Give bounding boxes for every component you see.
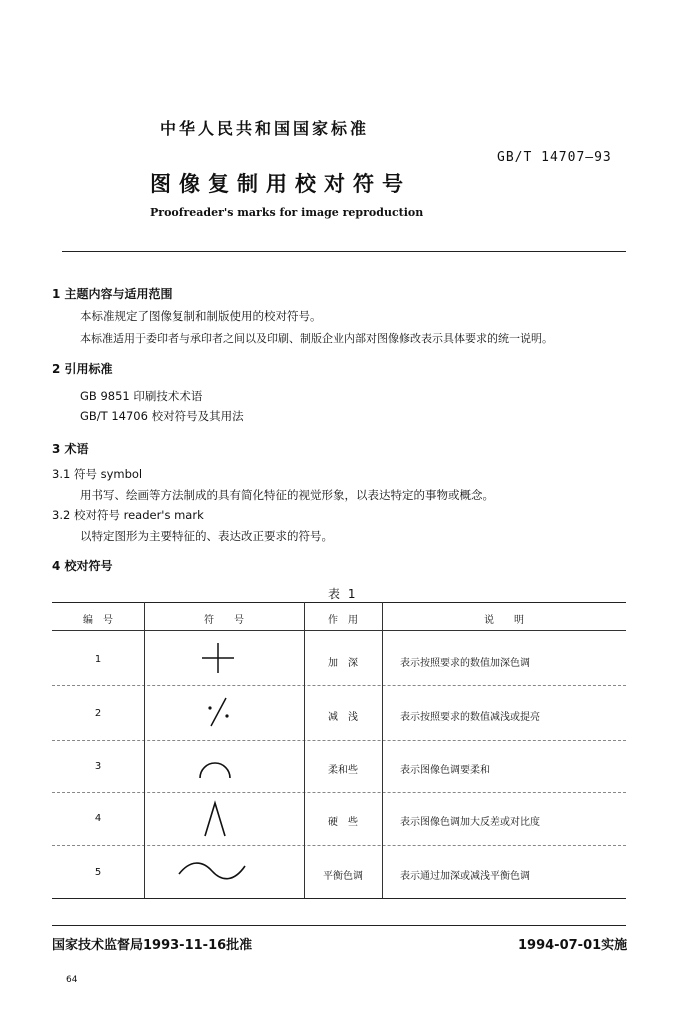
table-row-function: 硬 些 xyxy=(328,817,358,828)
term-3-1-definition: 用书写、绘画等方法制成的具有简化特征的视觉形象，以表达特定的事物或概念。 xyxy=(80,488,494,502)
national-standard-label: 中华人民共和国国家标准 xyxy=(160,119,370,138)
column-divider xyxy=(382,602,383,898)
table-caption: 表 1 xyxy=(328,587,358,601)
section-3-heading: 3 术语 xyxy=(52,442,89,456)
header-symbol: 符 号 xyxy=(204,615,244,626)
table-bottom-rule xyxy=(52,898,626,899)
plus-icon xyxy=(198,640,238,676)
table-row-description: 表示图像色调要柔和 xyxy=(400,765,490,776)
table-row-function: 柔和些 xyxy=(328,765,358,776)
table-row-number: 5 xyxy=(94,867,102,878)
table-row-description: 表示通过加深或减浅平衡色调 xyxy=(400,871,530,882)
table-row-rule xyxy=(52,740,626,741)
column-divider xyxy=(144,602,145,898)
approval-line: 国家技术监督局1993-11-16批准 xyxy=(52,938,253,953)
title-english: Proofreader's marks for image reproduction xyxy=(150,206,424,219)
section-2-heading: 2 引用标准 xyxy=(52,362,113,376)
wave-icon xyxy=(176,858,248,884)
effective-date: 1994-07-01实施 xyxy=(518,938,628,953)
standard-code: GB/T 14707—93 xyxy=(497,150,612,165)
table-row-rule xyxy=(52,845,626,846)
header-divider xyxy=(62,251,626,252)
header-number: 编 号 xyxy=(83,615,113,626)
table-row-description: 表示按照要求的数值减浅或提亮 xyxy=(400,712,540,723)
term-3-2-definition: 以特定图形为主要特征的、表达改正要求的符号。 xyxy=(80,529,333,543)
section-1-paragraph-2: 本标准适用于委印者与承印者之间以及印刷、制版企业内部对图像修改表示具体要求的统一说明。 xyxy=(80,332,553,345)
table-row-description: 表示图像色调加大反差或对比度 xyxy=(400,817,540,828)
reference-1: GB 9851 印刷技术术语 xyxy=(80,389,203,403)
header-function: 作 用 xyxy=(328,615,358,626)
table-row-number: 2 xyxy=(94,708,102,719)
section-1-heading: 1 主题内容与适用范围 xyxy=(52,287,173,301)
title-chinese: 图像复制用校对符号 xyxy=(150,172,411,196)
table-row-function: 减 浅 xyxy=(328,712,358,723)
table-top-rule xyxy=(52,602,626,603)
table-row-function: 平衡色调 xyxy=(323,871,363,882)
column-divider xyxy=(304,602,305,898)
table-row-number: 4 xyxy=(94,813,102,824)
table-row-number: 1 xyxy=(94,654,102,665)
table-row-function: 加 深 xyxy=(328,658,358,669)
table-row-rule xyxy=(52,685,626,686)
proofreader-marks-table xyxy=(52,602,626,902)
term-3-1: 3.1 符号 symbol xyxy=(52,467,143,481)
header-description: 说 明 xyxy=(484,615,524,626)
table-header-rule xyxy=(52,630,626,631)
table-row-number: 3 xyxy=(94,761,102,772)
reference-2: GB/T 14706 校对符号及其用法 xyxy=(80,409,244,423)
arc-icon xyxy=(196,752,234,780)
footer-divider xyxy=(52,925,626,926)
table-row-description: 表示按照要求的数值加深色调 xyxy=(400,658,530,669)
table-row-rule xyxy=(52,792,626,793)
page-number: 64 xyxy=(66,975,78,985)
section-1-paragraph-1: 本标准规定了图像复制和制版使用的校对符号。 xyxy=(80,309,322,323)
section-4-heading: 4 校对符号 xyxy=(52,559,113,573)
term-3-2: 3.2 校对符号 reader's mark xyxy=(52,508,204,522)
caret-icon xyxy=(200,800,230,838)
slash-dots-icon xyxy=(202,694,234,730)
